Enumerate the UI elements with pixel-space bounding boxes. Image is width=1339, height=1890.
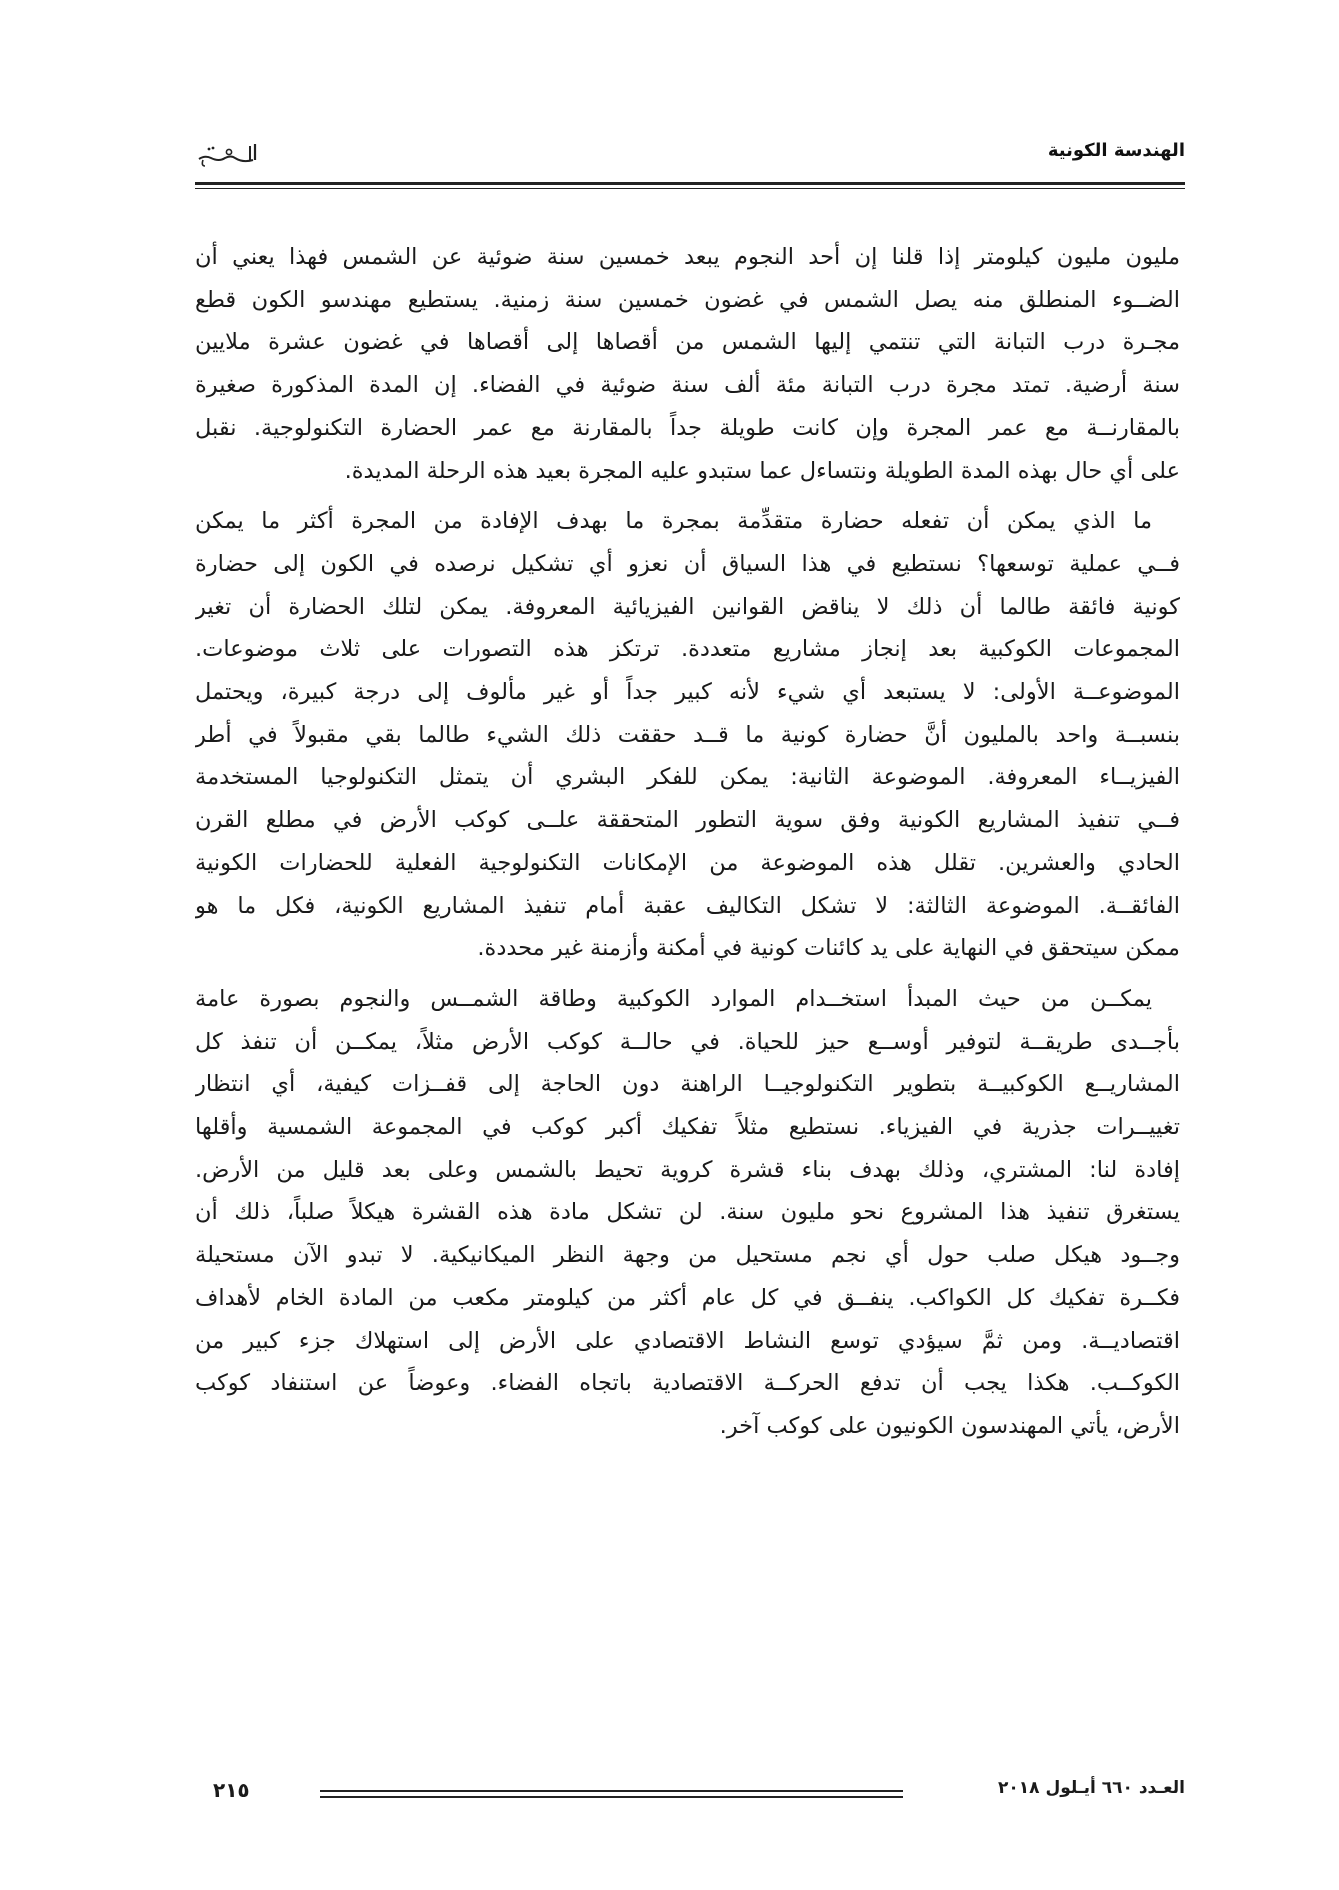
- text-line: بالمقارنــة مع عمر المجرة وإن كانت طويلة جداً بالمقارنة مع عمر الحضارة التكنولوجية. نقبل: [195, 414, 1180, 441]
- footer-rule-top: [320, 1790, 903, 1792]
- text-line: الكوكــب. هكذا يجب أن تدفع الحركــة الاقتصادية باتجاه الفضاء. وعوضاً عن استنفاد كوكب: [195, 1370, 1180, 1397]
- magazine-logo: [195, 136, 259, 170]
- text-line: فــي عملية توسعها؟ نستطيع في هذا السياق أن نعزو أي تشكيل نرصده في الكون إلى حضارة: [195, 550, 1180, 577]
- header-rule-thin: [195, 188, 1185, 189]
- text-line: يمكــن من حيث المبدأ استخــدام الموارد الكوكبية وطاقة الشمــس والنجوم بصورة عامة: [195, 985, 1152, 1012]
- text-line: ما الذي يمكن أن تفعله حضارة متقدِّمة بمجرة ما بهدف الإفادة من المجرة أكثر ما يمكن: [195, 508, 1152, 535]
- text-line: يستغرق تنفيذ هذا المشروع نحو مليون سنة. لن تشكل مادة هذه القشرة هيكلاً صلباً، ذلك أن: [195, 1199, 1180, 1226]
- paragraph: [195, 236, 1180, 492]
- text-line: الحادي والعشرين. تقلل هذه الموضوعة من الإمكانات التكنولوجية الفعلية للحضارات الكونية: [195, 849, 1180, 876]
- text-line: مجـرة درب التبانة التي تنتمي إليها الشمس من أقصاها إلى أقصاها في غضون عشرة ملايين: [195, 329, 1180, 356]
- page-footer: [195, 1778, 1185, 1808]
- footer-rule-bottom: [320, 1796, 903, 1798]
- text-line: فكــرة تفكيك كل الكواكب. ينفــق في كل عام أكثر من كيلومتر مكعب من المادة الخام لأهداف: [195, 1284, 1180, 1311]
- text-line: بأجــدى طريقــة لتوفير أوســع حيز للحياة. في حالــة كوكب الأرض مثلاً، يمكــن أن تنفذ كل: [195, 1028, 1180, 1055]
- text-line: فــي تنفيذ المشاريع الكونية وفق سوية التطور المتحققة علــى كوكب الأرض في مطلع القرن: [195, 807, 1180, 834]
- running-title: الهندسة الكونية: [1047, 140, 1185, 161]
- article-body: [195, 236, 1180, 1456]
- magazine-logo-mark: [195, 136, 259, 170]
- text-line: على أي حال بهذه المدة الطويلة ونتساءل عما ستبدو عليه المجرة بعيد هذه الرحلة المديدة.: [344, 457, 1180, 484]
- text-line: المشاريــع الكوكبيــة بتطوير التكنولوجيــا الراهنة دون الحاجة إلى قفــزات كيفية، أي انتظار: [195, 1071, 1180, 1098]
- text-line: الفيزيــاء المعروفة. الموضوعة الثانية: يمكن للفكر البشري أن يتمثل التكنولوجيا المستخدمة: [195, 764, 1180, 791]
- text-line: ممكن سيتحقق في النهاية على يد كائنات كونية في أمكنة وأزمنة غير محددة.: [477, 935, 1180, 962]
- issue-info: العـدد ٦٦٠ أيـلول ٢٠١٨: [998, 1778, 1185, 1798]
- paragraph: [195, 978, 1180, 1448]
- page-header: [195, 136, 1185, 176]
- text-line: الفائقــة. الموضوعة الثالثة: لا تشكل التكاليف عقبة أمام تنفيذ المشاريع الكونية، فكل ما هو: [195, 892, 1180, 919]
- text-line: الأرض، يأتي المهندسون الكونيون على كوكب آخر.: [719, 1412, 1180, 1439]
- text-line: سنة أرضية. تمتد مجرة درب التبانة مئة ألف سنة ضوئية في الفضاء. إن المدة المذكورة صغيرة: [195, 372, 1180, 399]
- page-number: ٢١٥: [213, 1778, 250, 1802]
- text-line: كونية فائقة طالما أن ذلك لا يناقض القوانين الفيزيائية المعروفة. يمكن لتلك الحضارة أن تغير: [195, 593, 1180, 620]
- paragraph: [195, 500, 1180, 970]
- text-line: المجموعات الكوكبية بعد إنجاز مشاريع متعددة. ترتكز هذه التصورات على ثلاث موضوعات.: [195, 636, 1180, 663]
- text-line: الضــوء المنطلق منه يصل الشمس في غضون خمسين سنة زمنية. يستطيع مهندسو الكون قطع: [195, 286, 1180, 313]
- text-line: اقتصاديــة. ومن ثمَّ سيؤدي توسع النشاط الاقتصادي على الأرض إلى استهلاك جزء كبير من: [195, 1327, 1180, 1354]
- text-line: تغييــرات جذرية في الفيزياء. نستطيع مثلاً تفكيك أكبر كوكب في المجموعة الشمسية وأقلها: [195, 1114, 1180, 1141]
- text-line: مليون مليون كيلومتر إذا قلنا إن أحد النجوم يبعد خمسين سنة ضوئية عن الشمس فهذا يعني أن: [195, 244, 1180, 270]
- text-line: بنسبــة واحد بالمليون أنَّ حضارة كونية ما قــد حققت ذلك الشيء طالما بقي مقبولاً في أطر: [195, 721, 1180, 748]
- text-line: إفادة لنا: المشتري، وذلك بهدف بناء قشرة كروية تحيط بالشمس وعلى بعد قليل من الأرض.: [195, 1156, 1180, 1183]
- text-line: الموضوعــة الأولى: لا يستبعد أي شيء لأنه كبير جداً أو غير مألوف إلى درجة كبيرة، ويحتمل: [195, 679, 1180, 706]
- header-rule-thick: [195, 182, 1185, 185]
- text-line: وجــود هيكل صلب حول أي نجم مستحيل من وجهة النظر الميكانيكية. لا تبدو الآن مستحيلة: [195, 1242, 1180, 1269]
